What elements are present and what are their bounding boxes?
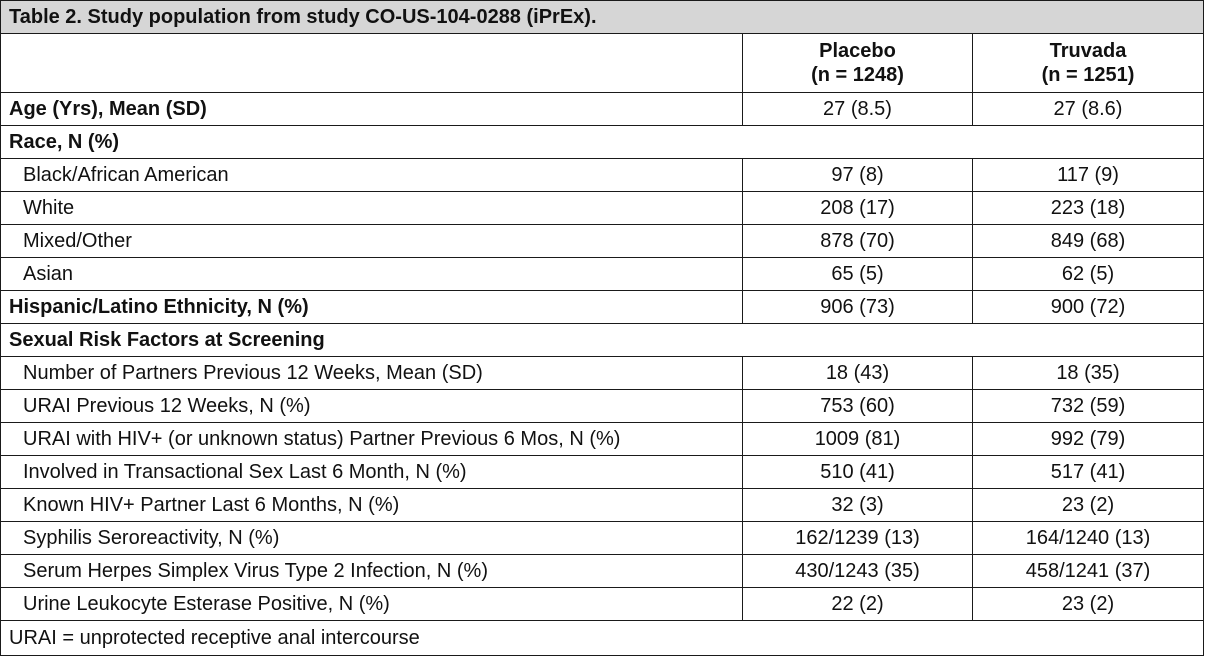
table-row (1, 225, 1204, 258)
placebo-value: 510 (41) (743, 456, 973, 489)
table-row (1, 555, 1204, 588)
row-label-ethnicity: Hispanic/Latino Ethnicity, N (%) (1, 291, 743, 324)
row-label: Black/African American (1, 159, 743, 192)
truvada-column-name: Truvada (1049, 40, 1127, 62)
truvada-value: 117 (9) (973, 159, 1204, 192)
table-title: Table 2. Study population from study CO-US-104-0288 (iPrEx). (1, 1, 1204, 34)
section-row-sexual-risk (1, 324, 1204, 357)
row-label: Involved in Transactional Sex Last 6 Month, N (%) (1, 456, 743, 489)
truvada-value: 517 (41) (973, 456, 1204, 489)
placebo-value: 22 (2) (743, 588, 973, 621)
truvada-column-n: (n = 1251) (1041, 64, 1135, 86)
truvada-value: 18 (35) (973, 357, 1204, 390)
placebo-value: 1009 (81) (743, 423, 973, 456)
table-footnote: URAI = unprotected receptive anal intercourse (1, 621, 1204, 656)
row-label: White (1, 192, 743, 225)
row-label: Syphilis Seroreactivity, N (%) (1, 522, 743, 555)
table-row (1, 192, 1204, 225)
row-label: URAI with HIV+ (or unknown status) Partner Previous 6 Mos, N (%) (1, 423, 743, 456)
table-row (1, 489, 1204, 522)
placebo-value: 430/1243 (35) (743, 555, 973, 588)
placebo-value: 32 (3) (743, 489, 973, 522)
placebo-value: 65 (5) (743, 258, 973, 291)
truvada-value: 27 (8.6) (973, 93, 1204, 126)
placebo-column-name: Placebo (819, 40, 896, 62)
table-row (1, 390, 1204, 423)
table-row (1, 522, 1204, 555)
truvada-value: 223 (18) (973, 192, 1204, 225)
table-row (1, 291, 1204, 324)
footnote-row (1, 621, 1204, 656)
row-label: Number of Partners Previous 12 Weeks, Mean (SD) (1, 357, 743, 390)
table-row (1, 93, 1204, 126)
section-label-sexual-risk: Sexual Risk Factors at Screening (1, 324, 1204, 357)
placebo-value: 97 (8) (743, 159, 973, 192)
table-row (1, 456, 1204, 489)
placebo-column-header (743, 34, 973, 93)
truvada-column-header (973, 34, 1204, 93)
placebo-value: 906 (73) (743, 291, 973, 324)
truvada-value: 164/1240 (13) (973, 522, 1204, 555)
table-row (1, 357, 1204, 390)
truvada-value: 849 (68) (973, 225, 1204, 258)
placebo-value: 162/1239 (13) (743, 522, 973, 555)
truvada-value: 23 (2) (973, 588, 1204, 621)
header-blank-cell (1, 34, 743, 93)
row-label: Asian (1, 258, 743, 291)
table-row (1, 258, 1204, 291)
row-label: Serum Herpes Simplex Virus Type 2 Infection, N (%) (1, 555, 743, 588)
placebo-value: 27 (8.5) (743, 93, 973, 126)
truvada-value: 458/1241 (37) (973, 555, 1204, 588)
row-label: URAI Previous 12 Weeks, N (%) (1, 390, 743, 423)
placebo-value: 878 (70) (743, 225, 973, 258)
truvada-value: 732 (59) (973, 390, 1204, 423)
table-row (1, 423, 1204, 456)
table-row (1, 159, 1204, 192)
placebo-value: 753 (60) (743, 390, 973, 423)
table-row (1, 588, 1204, 621)
row-label: Known HIV+ Partner Last 6 Months, N (%) (1, 489, 743, 522)
placebo-value: 208 (17) (743, 192, 973, 225)
truvada-value: 900 (72) (973, 291, 1204, 324)
row-label: Mixed/Other (1, 225, 743, 258)
truvada-value: 23 (2) (973, 489, 1204, 522)
column-header-row (1, 34, 1204, 93)
truvada-value: 992 (79) (973, 423, 1204, 456)
placebo-value: 18 (43) (743, 357, 973, 390)
truvada-value: 62 (5) (973, 258, 1204, 291)
row-label: Urine Leukocyte Esterase Positive, N (%) (1, 588, 743, 621)
table-title-row (1, 1, 1204, 34)
section-label-race: Race, N (%) (1, 126, 1204, 159)
row-label-age: Age (Yrs), Mean (SD) (1, 93, 743, 126)
section-row-race (1, 126, 1204, 159)
placebo-column-n: (n = 1248) (811, 64, 904, 86)
